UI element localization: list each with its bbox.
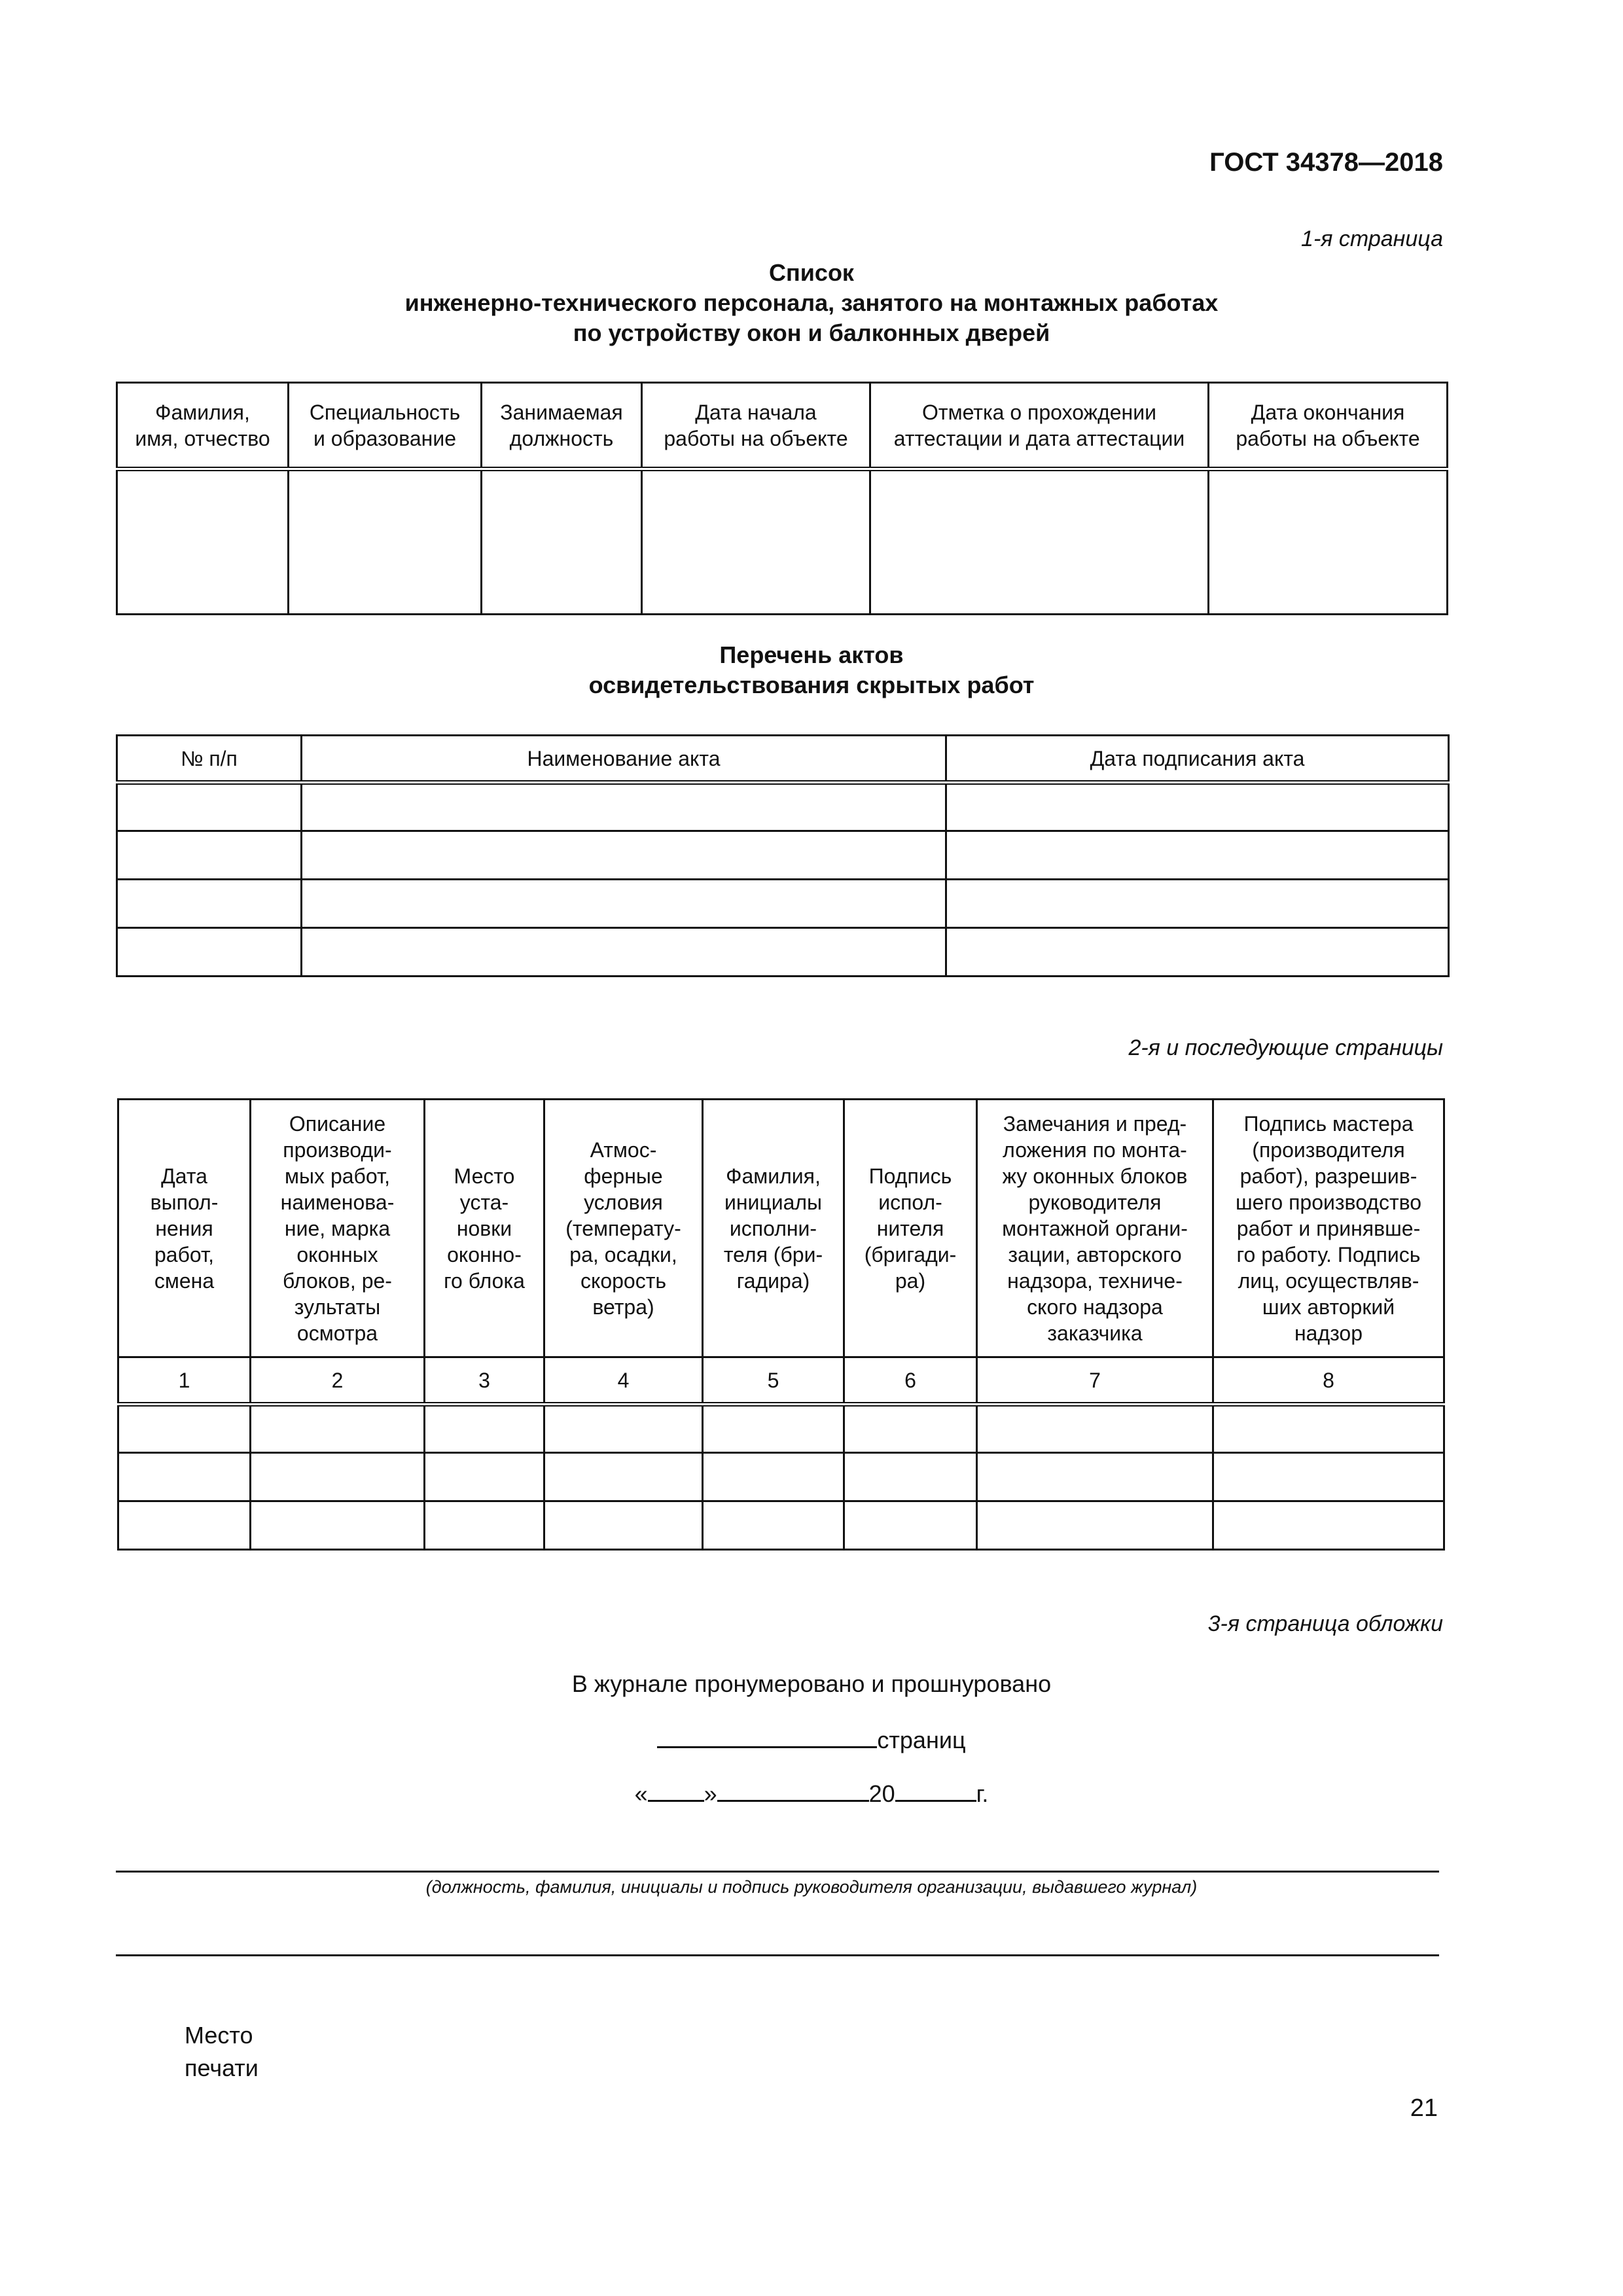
column-header: Фамилия, имя, отчество <box>117 383 289 469</box>
table-cell <box>1209 469 1448 615</box>
page-number: 21 <box>1410 2094 1438 2122</box>
table-cell <box>544 1453 703 1501</box>
table-cell <box>302 831 946 880</box>
signature-line-second <box>116 1954 1439 1956</box>
table-cell <box>251 1453 425 1501</box>
column-number: 1 <box>118 1357 251 1405</box>
column-number: 4 <box>544 1357 703 1405</box>
table-cell <box>1213 1501 1444 1550</box>
table-cell <box>870 469 1209 615</box>
table-cell <box>844 1405 977 1453</box>
table-cell <box>117 880 302 928</box>
date-open-quote: « <box>634 1780 648 1807</box>
table-cell <box>117 469 289 615</box>
column-header: № п/п <box>117 736 302 783</box>
title-line: инженерно-технического персонала, занятого на монтажных работах <box>404 289 1219 316</box>
page3-label: 3-я страница обложки <box>1207 1611 1443 1636</box>
column-header: Дата подписания акта <box>946 736 1449 783</box>
pages-count-blank <box>657 1724 877 1748</box>
document-code: ГОСТ 34378—2018 <box>1209 148 1443 177</box>
table-cell <box>117 783 302 831</box>
table-cell <box>425 1501 544 1550</box>
column-header: Дата окончания работы на объекте <box>1209 383 1448 469</box>
table-cell <box>118 1501 251 1550</box>
table-row <box>117 783 1449 831</box>
table-row <box>117 469 1448 615</box>
table-cell <box>425 1405 544 1453</box>
column-header: Описание производи- мых работ, наименова- ние, марка оконных блоков, ре- зультаты осмотра <box>251 1100 425 1357</box>
date-century: 20 <box>868 1780 895 1807</box>
table-cell <box>289 469 482 615</box>
stamp-line: Место <box>185 2022 253 2049</box>
table-cell <box>946 928 1449 977</box>
table-row <box>117 928 1449 977</box>
column-number: 8 <box>1213 1357 1444 1405</box>
table-cell <box>302 928 946 977</box>
stamp-place <box>185 2019 259 2085</box>
table-cell <box>946 783 1449 831</box>
page2-label: 2-я и последующие страницы <box>1128 1035 1443 1060</box>
column-header: Занимаемая должность <box>482 383 642 469</box>
table-cell <box>251 1405 425 1453</box>
column-number: 5 <box>703 1357 844 1405</box>
column-header: Атмос- ферные условия (температу- ра, осадки, скорость ветра) <box>544 1100 703 1357</box>
table-cell <box>118 1453 251 1501</box>
table-row <box>117 831 1449 880</box>
table-cell <box>117 831 302 880</box>
table-cell <box>703 1405 844 1453</box>
table-cell <box>302 783 946 831</box>
table-cell <box>703 1501 844 1550</box>
column-number: 7 <box>977 1357 1213 1405</box>
acts-table <box>116 734 1450 977</box>
signature-line <box>116 1871 1439 1873</box>
signature-caption: (должность, фамилия, инициалы и подпись руководителя организации, выдавшего журнал) <box>425 1877 1198 1897</box>
column-number: 2 <box>251 1357 425 1405</box>
page1-label: 1-я страница <box>1301 226 1443 251</box>
table-cell <box>251 1501 425 1550</box>
column-header: Подпись испол- нителя (бригади- ра) <box>844 1100 977 1357</box>
table-cell <box>117 928 302 977</box>
personnel-table <box>116 382 1448 615</box>
title-line: Список <box>769 259 854 286</box>
table-row <box>117 880 1449 928</box>
table-cell <box>977 1453 1213 1501</box>
acts-list-title <box>0 640 1623 700</box>
column-header: Замечания и пред- ложения по монта- жу оконных блоков руководителя монтажной органи- зации, авторского надзора, техниче- ского надзора заказчика <box>977 1100 1213 1357</box>
title-line: освидетельствования скрытых работ <box>588 672 1035 698</box>
table-cell <box>977 1501 1213 1550</box>
column-header: Место уста- новки оконно- го блока <box>425 1100 544 1357</box>
table-cell <box>302 880 946 928</box>
column-number: 3 <box>425 1357 544 1405</box>
column-header: Отметка о прохождении аттестации и дата аттестации <box>870 383 1209 469</box>
table-cell <box>544 1501 703 1550</box>
stamp-line: печати <box>185 2054 259 2081</box>
column-header: Подпись мастера (производителя работ), разрешив- шего производство работ и принявше- го работу. Подпись лиц, осуществляв- ших авторкий надзор <box>1213 1100 1444 1357</box>
journal-statement: В журнале пронумеровано и прошнуровано <box>571 1670 1052 1697</box>
pages-word: страниц <box>877 1727 966 1753</box>
column-header: Дата начала работы на объекте <box>642 383 870 469</box>
pages-count-line <box>0 1724 1623 1754</box>
title-line: Перечень актов <box>719 641 904 668</box>
personnel-list-title <box>0 258 1623 348</box>
column-header: Специальность и образование <box>289 383 482 469</box>
title-line: по устройству окон и балконных дверей <box>573 319 1050 346</box>
table-row <box>118 1405 1444 1453</box>
table-row <box>118 1453 1444 1501</box>
table-cell <box>1213 1405 1444 1453</box>
date-year-suffix: г. <box>976 1780 989 1807</box>
column-header: Дата выпол- нения работ, смена <box>118 1100 251 1357</box>
table-cell <box>844 1453 977 1501</box>
table-cell <box>977 1405 1213 1453</box>
table-cell <box>1213 1453 1444 1501</box>
column-header: Наименование акта <box>302 736 946 783</box>
table-cell <box>703 1453 844 1501</box>
table-cell <box>946 831 1449 880</box>
date-close-quote: » <box>704 1780 717 1807</box>
table-cell <box>642 469 870 615</box>
works-table <box>117 1098 1445 1551</box>
date-line <box>0 1778 1623 1808</box>
table-cell <box>544 1405 703 1453</box>
year-blank <box>895 1778 976 1802</box>
table-cell <box>946 880 1449 928</box>
table-cell <box>118 1405 251 1453</box>
table-cell <box>482 469 642 615</box>
table-cell <box>844 1501 977 1550</box>
table-row <box>118 1501 1444 1550</box>
column-number: 6 <box>844 1357 977 1405</box>
month-blank <box>717 1778 869 1802</box>
day-blank <box>648 1778 704 1802</box>
column-header: Фамилия, инициалы исполни- теля (бри- гадира) <box>703 1100 844 1357</box>
table-cell <box>425 1453 544 1501</box>
